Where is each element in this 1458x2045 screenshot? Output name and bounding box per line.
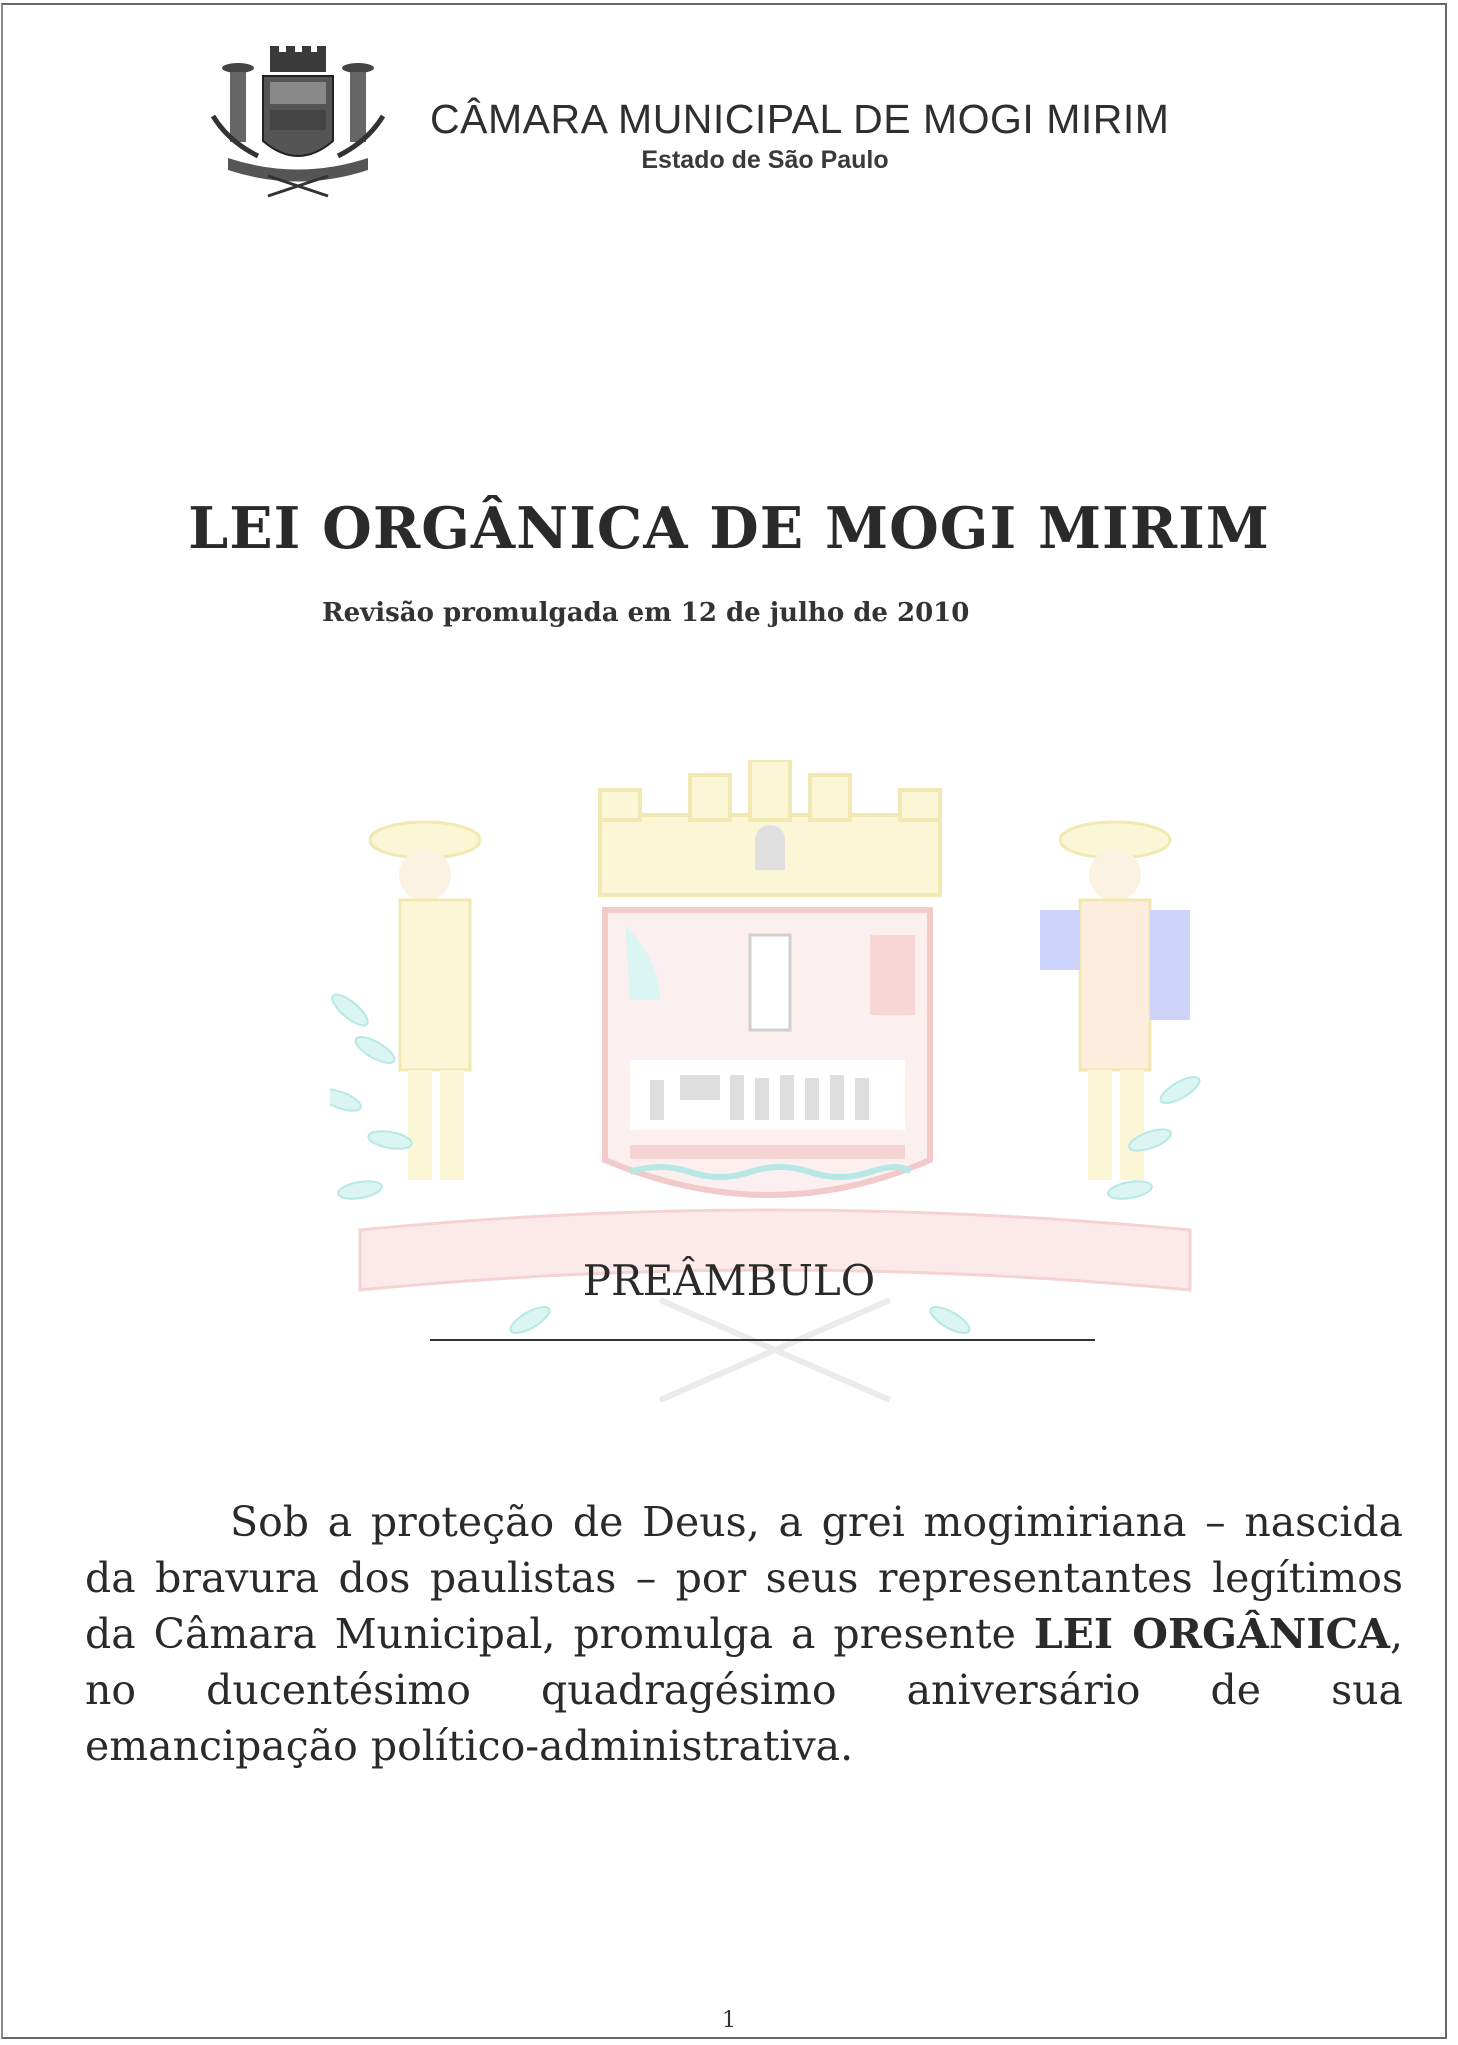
state-name: Estado de São Paulo: [641, 146, 889, 174]
page-number: 1: [722, 2008, 736, 2033]
coat-of-arms-icon: [208, 46, 388, 198]
preamble-bold-text: LEI ORGÂNICA: [1033, 1610, 1390, 1658]
preamble-text-end: , no ducentésimo quadragésimo aniversário de sua emancipação político-administrativa.: [85, 1610, 1404, 1770]
section-heading: PREÂMBULO: [582, 1256, 876, 1305]
preamble-text: Sob a proteção de Deus, a grei mogimiriana – nascida da bravura dos paulistas – por seus representantes legítimos da Câmara Municipal, promulga a presente: [85, 1498, 1403, 1658]
preamble-paragraph: [85, 1494, 1403, 1774]
institution-name: CÂMARA MUNICIPAL DE MOGI MIRIM: [430, 96, 1170, 142]
heading-underline: [430, 1339, 1095, 1341]
document-title: LEI ORGÂNICA DE MOGI MIRIM: [188, 495, 1270, 562]
revision-date: Revisão promulgada em 12 de julho de 2010: [322, 598, 970, 628]
coat-of-arms-watermark-icon: [330, 760, 1210, 1410]
